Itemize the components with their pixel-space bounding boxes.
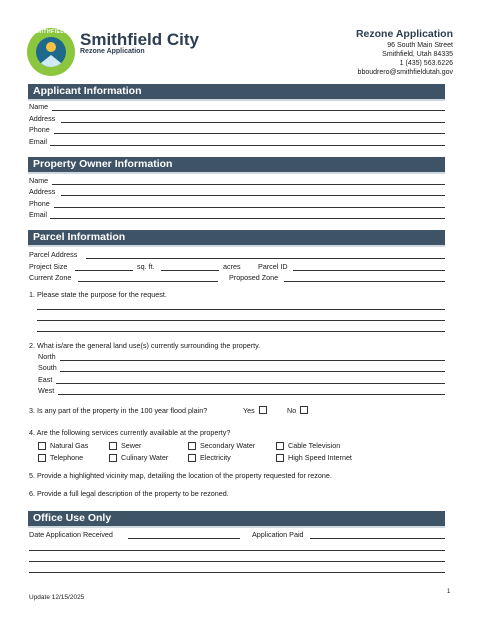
parcel-section-header <box>28 230 445 247</box>
logo-text: SMITHFIELD <box>33 29 68 35</box>
office-notes-line-3[interactable] <box>29 572 445 573</box>
purpose-line-2[interactable] <box>37 320 445 321</box>
telephone-label: Telephone <box>50 453 84 462</box>
smithfield-logo <box>27 28 75 76</box>
sqft-field[interactable] <box>75 270 133 271</box>
culinary-water-label: Culinary Water <box>121 453 169 462</box>
application-paid-field[interactable] <box>310 538 445 539</box>
acres-field[interactable] <box>161 270 219 271</box>
electricity-checkbox[interactable] <box>188 454 196 462</box>
sewer-checkbox[interactable] <box>109 442 117 450</box>
telephone-checkbox[interactable] <box>38 454 46 462</box>
north-label: North <box>38 352 56 361</box>
sewer-label: Sewer <box>121 441 142 450</box>
parcel-id-field[interactable] <box>293 270 445 271</box>
section-title: Office Use Only <box>33 512 112 524</box>
applicant-section-header <box>28 84 445 101</box>
date-received-field[interactable] <box>128 538 240 539</box>
date-received-label: Date Application Received <box>29 530 113 539</box>
applicant-address-field[interactable] <box>61 122 445 123</box>
applicant-address-label: Address <box>29 114 56 123</box>
question-1: 1. Please state the purpose for the request. <box>29 290 167 299</box>
office-section-header <box>28 511 445 528</box>
applicant-name-label: Name <box>29 102 49 111</box>
owner-name-field[interactable] <box>52 184 445 185</box>
question-4: 4. Are the following services currently available at the property? <box>29 428 231 437</box>
owner-phone-label: Phone <box>29 199 50 208</box>
question-6: 6. Provide a full legal description of the property to be rezoned. <box>29 489 229 498</box>
culinary-water-checkbox[interactable] <box>109 454 117 462</box>
proposed-zone-field[interactable] <box>284 281 445 282</box>
west-field[interactable] <box>58 394 445 395</box>
sqft-label: sq. ft. <box>137 262 155 271</box>
question-3: 3. Is any part of the property in the 100 year flood plain? <box>29 406 208 415</box>
west-label: West <box>38 386 55 395</box>
no-label: No <box>287 406 297 415</box>
section-title: Applicant Information <box>33 85 142 97</box>
east-label: East <box>38 375 53 384</box>
section-title: Parcel Information <box>33 231 126 243</box>
parcel-id-label: Parcel ID <box>258 262 288 271</box>
owner-email-field[interactable] <box>50 218 445 219</box>
north-field[interactable] <box>60 360 445 361</box>
section-title: Property Owner Information <box>33 158 173 170</box>
question-2: 2. What is/are the general land use(s) currently surrounding the property. <box>29 341 261 350</box>
proposed-zone-label: Proposed Zone <box>229 273 279 282</box>
south-field[interactable] <box>60 371 445 372</box>
owner-phone-field[interactable] <box>54 207 445 208</box>
electricity-label: Electricity <box>200 453 231 462</box>
natural-gas-checkbox[interactable] <box>38 442 46 450</box>
app-subtitle: Rezone Application <box>80 48 145 55</box>
yes-label: Yes <box>243 406 255 415</box>
parcel-address-label: Parcel Address <box>29 250 78 259</box>
owner-address-label: Address <box>29 187 56 196</box>
update-date: Update 12/15/2025 <box>29 594 85 601</box>
project-size-label: Project Size <box>29 262 68 271</box>
form-title: Rezone Application <box>355 28 453 40</box>
address-line-2: Smithfield, Utah 84335 <box>382 51 453 58</box>
address-line-1: 96 South Main Street <box>387 42 453 49</box>
current-zone-label: Current Zone <box>29 273 72 282</box>
contact-email: bboudrero@smithfieldutah.gov <box>357 69 453 76</box>
purpose-line-3[interactable] <box>37 331 445 332</box>
parcel-address-field[interactable] <box>86 258 445 259</box>
flood-yes-checkbox[interactable] <box>259 406 267 414</box>
secondary-water-checkbox[interactable] <box>188 442 196 450</box>
east-field[interactable] <box>56 383 445 384</box>
city-name: Smithfield City <box>80 30 200 49</box>
flood-no-checkbox[interactable] <box>300 406 308 414</box>
contact-phone: 1 (435) 563.6226 <box>399 60 453 67</box>
applicant-email-field[interactable] <box>50 145 445 146</box>
cable-television-checkbox[interactable] <box>276 442 284 450</box>
owner-address-field[interactable] <box>61 195 445 196</box>
acres-label: acres <box>223 262 241 271</box>
contact-block <box>356 28 453 77</box>
owner-section-header <box>28 157 445 174</box>
purpose-line-1[interactable] <box>37 309 445 310</box>
owner-name-label: Name <box>29 176 49 185</box>
applicant-email-label: Email <box>29 137 47 146</box>
secondary-water-label: Secondary Water <box>200 441 256 450</box>
page-number: 1 <box>447 589 451 595</box>
application-paid-label: Application Paid <box>252 530 304 539</box>
current-zone-field[interactable] <box>78 281 218 282</box>
high-speed-internet-checkbox[interactable] <box>276 454 284 462</box>
applicant-name-field[interactable] <box>52 110 445 111</box>
cable-television-label: Cable Television <box>288 441 341 450</box>
applicant-phone-field[interactable] <box>54 133 445 134</box>
natural-gas-label: Natural Gas <box>50 441 89 450</box>
applicant-phone-label: Phone <box>29 125 50 134</box>
question-5: 5. Provide a highlighted vicinity map, detailing the location of the property requested for rezone. <box>29 471 332 480</box>
owner-email-label: Email <box>29 210 47 219</box>
office-notes-line-2[interactable] <box>29 561 445 562</box>
office-notes-line-1[interactable] <box>29 550 445 551</box>
high-speed-internet-label: High Speed Internet <box>288 453 352 462</box>
south-label: South <box>38 363 57 372</box>
